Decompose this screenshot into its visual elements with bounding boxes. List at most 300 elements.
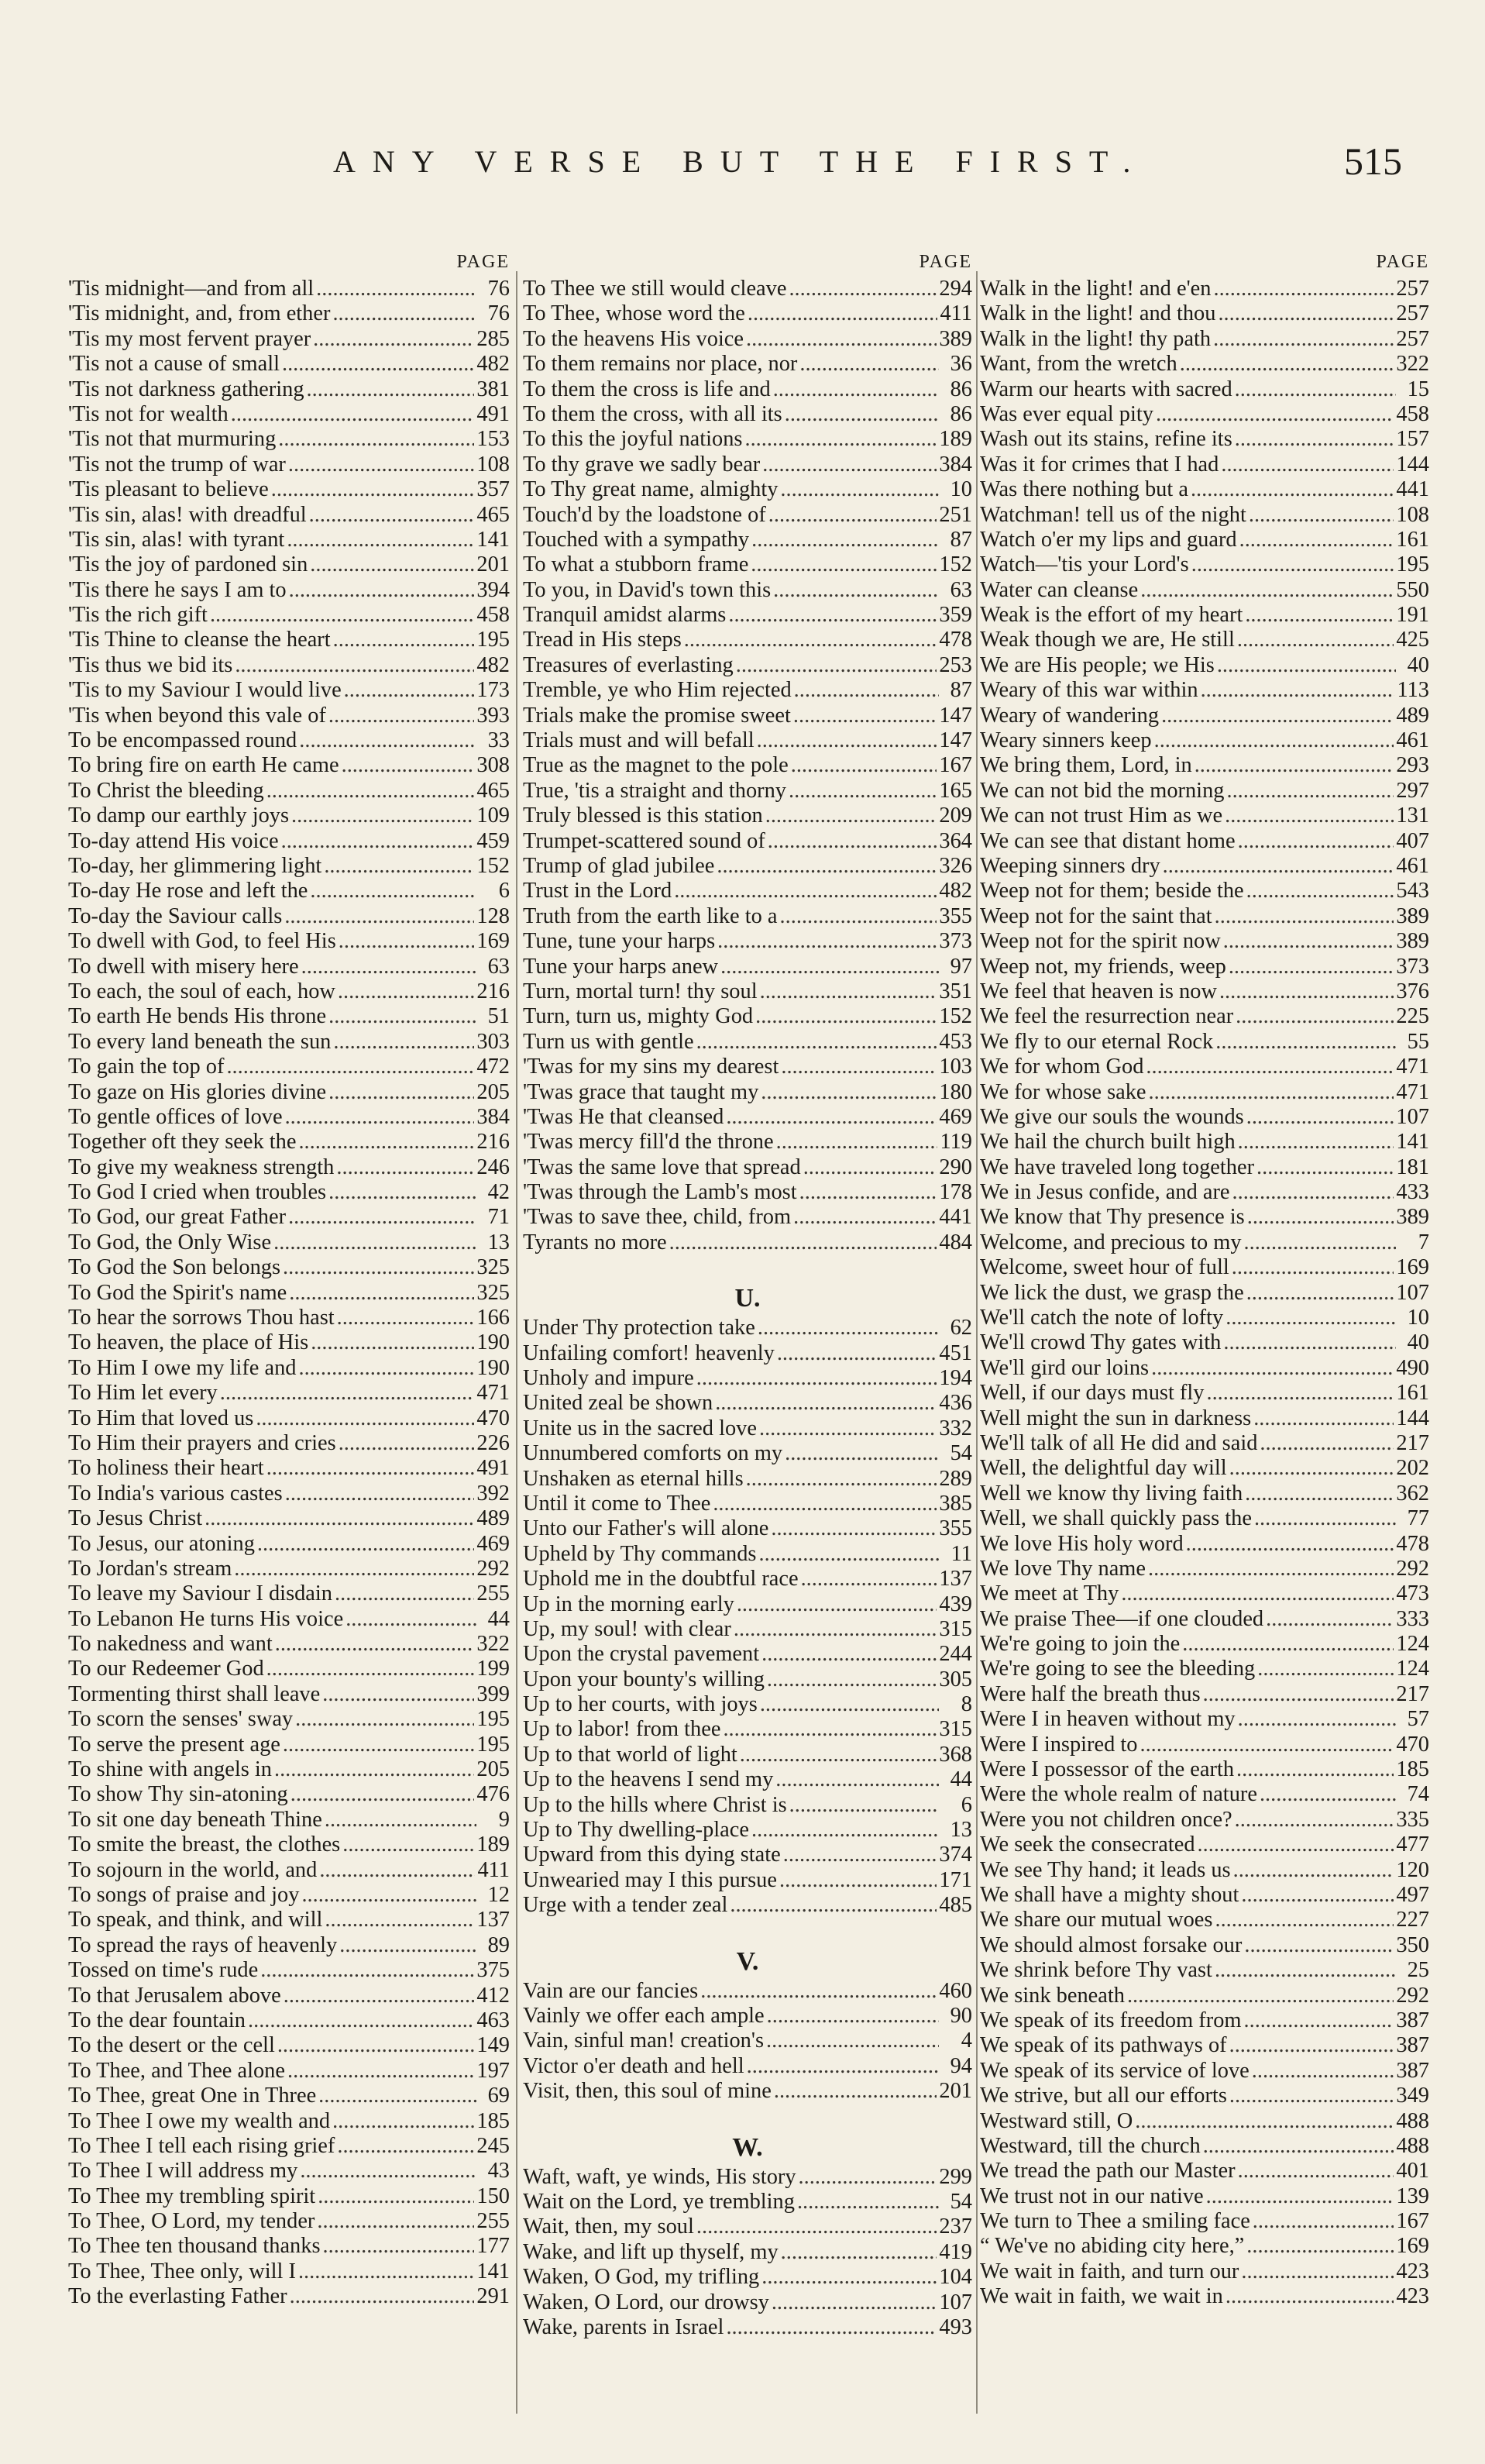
first-line-text: Warm our hearts with sacred	[980, 377, 1232, 401]
index-entry	[980, 1557, 1429, 1581]
dot-leader	[726, 2315, 937, 2340]
first-line-text: Were I in heaven without my	[980, 1707, 1236, 1732]
index-entry	[980, 1581, 1429, 1606]
dot-leader	[298, 1130, 474, 1155]
first-line-text: True, 'tis a straight and thorny	[523, 778, 786, 803]
first-line-text: Unnumbered comforts on my	[523, 1441, 783, 1466]
dot-leader	[1244, 1230, 1396, 1255]
index-entry	[523, 1893, 972, 1918]
first-line-text: Welcome, sweet hour of full	[980, 1255, 1229, 1280]
page-reference: 185	[476, 2108, 510, 2133]
dot-leader	[1182, 1632, 1394, 1657]
page-reference: 197	[476, 2058, 510, 2083]
first-line-text: Unite us in the sacred love	[523, 1416, 757, 1440]
page-reference: 246	[476, 1155, 510, 1179]
first-line-text: To God I cried when troubles	[68, 1180, 327, 1205]
first-line-text: Tread in His steps	[523, 628, 682, 652]
page-reference: 471	[476, 1381, 510, 1406]
page-reference: 285	[476, 326, 510, 351]
index-entry	[68, 1205, 510, 1230]
dot-leader	[1201, 678, 1395, 703]
dot-leader	[715, 1391, 937, 1416]
index-entry	[68, 854, 510, 879]
page-reference: 195	[476, 1707, 510, 1732]
page-reference: 15	[1407, 377, 1429, 401]
first-line-text: To our Redeemer God	[68, 1657, 264, 1681]
page-reference: 171	[939, 1867, 972, 1892]
index-entry	[68, 1883, 510, 1908]
page-reference: 289	[939, 1466, 972, 1491]
dot-leader	[342, 753, 475, 778]
page-reference: 322	[476, 1632, 510, 1657]
first-line-text: To nakedness and want	[68, 1632, 273, 1657]
index-entry	[523, 1767, 972, 1792]
page-column-label: PAGE	[1376, 252, 1429, 272]
index-entry	[980, 753, 1429, 778]
dot-leader	[284, 904, 474, 929]
page-reference: 315	[939, 1616, 972, 1641]
first-line-text: Urge with a tender zeal	[523, 1893, 728, 1918]
index-entry	[980, 552, 1429, 577]
index-entry	[68, 453, 510, 477]
index-entry	[980, 1105, 1429, 1130]
page-reference: 161	[1396, 527, 1429, 552]
first-line-text: Treasures of everlasting	[523, 652, 734, 677]
page-reference: 7	[1418, 1230, 1429, 1254]
first-line-text: To the everlasting Father	[68, 2284, 287, 2309]
page-reference: 359	[939, 603, 972, 628]
page-reference: 374	[939, 1843, 972, 1867]
dot-leader	[760, 979, 937, 1004]
index-entry	[523, 653, 972, 678]
first-line-text: 'Tis not a cause of small	[68, 352, 280, 377]
page-reference: 461	[1396, 853, 1429, 878]
index-entry	[523, 1743, 972, 1767]
dot-leader	[1238, 2159, 1394, 2184]
dot-leader	[333, 628, 475, 652]
first-line-text: To Thee, O Lord, my tender	[68, 2209, 315, 2234]
page-reference: 94	[950, 2053, 972, 2078]
first-line-text: Waft, waft, ye winds, His story	[523, 2164, 796, 2189]
index-entry	[980, 1933, 1429, 1958]
dot-leader	[1235, 1808, 1394, 1833]
dot-leader	[700, 1979, 937, 2004]
index-entry	[68, 1105, 510, 1130]
index-entry	[980, 377, 1429, 402]
index-entry	[523, 578, 972, 603]
index-entry	[980, 2059, 1429, 2084]
page-reference: 165	[939, 778, 972, 803]
section-spacer	[523, 1255, 972, 1275]
first-line-text: 'Tis pleasant to believe	[68, 477, 269, 502]
page-reference: 332	[939, 1416, 972, 1440]
first-line-text: To Thee I tell each rising grief	[68, 2133, 335, 2158]
page-reference: 107	[1396, 1104, 1429, 1129]
page-reference: 150	[476, 2184, 510, 2208]
page-reference: 385	[939, 1491, 972, 1516]
first-line-text: 'Tis my most fervent prayer	[68, 326, 311, 351]
page-reference: 357	[476, 477, 510, 502]
section-letter: W.	[732, 2132, 763, 2162]
index-entry	[68, 578, 510, 603]
index-entry	[523, 1416, 972, 1441]
first-line-text: Up in the morning early	[523, 1592, 734, 1616]
dot-leader	[793, 704, 937, 728]
dot-leader	[781, 1055, 937, 1079]
page-reference: 109	[476, 804, 510, 828]
dot-leader	[1245, 603, 1394, 628]
dot-leader	[282, 352, 474, 377]
index-entry	[980, 1055, 1429, 1079]
first-line-text: We're going to join the	[980, 1632, 1181, 1657]
first-line-text: To each, the soul of each, how	[68, 979, 335, 1003]
dot-leader	[1253, 1406, 1394, 1431]
first-line-text: To scorn the senses' sway	[68, 1707, 294, 1732]
dot-leader	[1245, 1481, 1394, 1506]
page-reference: 389	[939, 326, 972, 351]
index-entry	[68, 1381, 510, 1406]
first-line-text: We speak of its pathways of	[980, 2033, 1227, 2058]
dot-leader	[1233, 1858, 1394, 1883]
first-line-text: To serve the present age	[68, 1732, 280, 1757]
dot-leader	[746, 1467, 937, 1492]
dot-leader	[231, 402, 475, 427]
index-entry	[68, 377, 510, 402]
index-entry	[980, 628, 1429, 652]
index-entry	[523, 352, 972, 377]
dot-leader	[751, 528, 939, 552]
first-line-text: Victor o'er death and hell	[523, 2053, 744, 2078]
page-reference: 292	[476, 1556, 510, 1581]
first-line-text: Was it for crimes that I had	[980, 452, 1219, 477]
dot-leader	[277, 2033, 475, 2058]
index-entry	[68, 603, 510, 628]
page-reference: 124	[1396, 1632, 1429, 1657]
index-entry	[68, 804, 510, 828]
index-entry	[980, 1306, 1429, 1330]
first-line-text: Upheld by Thy commands	[523, 1541, 757, 1566]
page-reference: 482	[476, 352, 510, 377]
page-reference: 201	[476, 552, 510, 577]
page-reference: 128	[476, 903, 510, 928]
index-entry	[523, 2190, 972, 2215]
index-column-2	[523, 252, 972, 2414]
dot-leader	[283, 1255, 474, 1280]
index-entry	[68, 1406, 510, 1431]
first-line-text: To bring fire on earth He came	[68, 753, 339, 778]
index-entry	[980, 1481, 1429, 1506]
first-line-text: Up to labor! from thee	[523, 1717, 721, 1742]
dot-leader	[256, 1406, 474, 1431]
dot-leader	[737, 1592, 937, 1617]
first-line-text: True as the magnet to the pole	[523, 753, 789, 778]
index-entry	[523, 2029, 972, 2053]
dot-leader	[758, 1542, 939, 1567]
page-reference: 459	[476, 828, 510, 853]
dot-leader	[274, 1757, 474, 1782]
page-reference: 335	[1396, 1807, 1429, 1832]
dot-leader	[1244, 2008, 1394, 2033]
dot-leader	[1186, 1532, 1394, 1557]
first-line-text: We speak of its service of love	[980, 2058, 1250, 2083]
index-entry	[68, 552, 510, 577]
dot-leader	[313, 327, 474, 352]
index-entry	[980, 352, 1429, 377]
dot-leader	[803, 1155, 937, 1180]
first-line-text: To Thee I owe my wealth and	[68, 2108, 331, 2133]
index-entry	[523, 854, 972, 879]
index-entry	[68, 2159, 510, 2184]
dot-leader	[1215, 1958, 1396, 1983]
dot-leader	[285, 1481, 475, 1506]
dot-leader	[266, 1456, 475, 1481]
index-entry	[68, 704, 510, 728]
dot-leader	[776, 1130, 938, 1155]
first-line-text: Up to Thy dwelling-place	[523, 1818, 749, 1843]
first-line-text: Upon the crystal pavement	[523, 1642, 760, 1667]
page-reference: 355	[939, 1516, 972, 1541]
first-line-text: To Thee I will address my	[68, 2159, 298, 2184]
dot-leader	[789, 277, 937, 301]
page-reference: 227	[1396, 1908, 1429, 1932]
index-entry	[68, 1306, 510, 1330]
page-reference: 63	[487, 954, 510, 979]
dot-leader	[336, 1155, 474, 1180]
dot-leader	[1235, 377, 1396, 402]
page-reference: 463	[476, 2008, 510, 2032]
first-line-text: We hail the church built high	[980, 1130, 1236, 1155]
index-entry	[523, 1155, 972, 1180]
index-column-1	[68, 252, 510, 2414]
dot-leader	[781, 2240, 937, 2265]
first-line-text: Truth from the earth like to a	[523, 903, 778, 928]
dot-leader	[726, 1105, 937, 1130]
page-reference: 10	[950, 477, 972, 502]
first-line-text: Weep not, my friends, weep	[980, 954, 1226, 979]
index-entry	[68, 1130, 510, 1155]
index-entry	[68, 301, 510, 326]
dot-leader	[317, 2209, 474, 2234]
index-entry	[68, 1532, 510, 1557]
page-reference: 333	[1396, 1606, 1429, 1631]
dot-leader	[1218, 301, 1394, 326]
index-entry	[68, 779, 510, 804]
index-entry	[980, 503, 1429, 528]
first-line-text: To Thee, great One in Three	[68, 2084, 317, 2108]
first-line-text: To songs of praise and joy	[68, 1883, 300, 1907]
index-entry	[523, 904, 972, 929]
page-reference: 226	[476, 1430, 510, 1455]
first-line-text: To leave my Saviour I disdain	[68, 1581, 332, 1606]
first-line-text: To damp our earthly joys	[68, 804, 290, 828]
page-reference: 376	[1396, 979, 1429, 1003]
dot-leader	[1246, 879, 1394, 903]
dot-leader	[1249, 503, 1394, 528]
dot-leader	[1239, 528, 1394, 552]
page-reference: 178	[939, 1180, 972, 1205]
page-reference: 493	[939, 2314, 972, 2339]
page-reference: 470	[476, 1406, 510, 1430]
index-entry	[980, 1532, 1429, 1557]
index-entry	[523, 979, 972, 1004]
dot-leader	[1195, 753, 1394, 778]
first-line-text: 'Tis midnight, and, from ether	[68, 301, 331, 326]
dot-leader	[768, 503, 937, 528]
index-entry	[68, 327, 510, 352]
dot-leader	[332, 2109, 474, 2134]
first-line-text: Uphold me in the doubtful race	[523, 1567, 799, 1592]
first-line-text: To gentle offices of love	[68, 1104, 283, 1129]
first-line-text: Were you not children once?	[980, 1807, 1232, 1832]
first-line-text: To gain the top of	[68, 1055, 225, 1079]
first-line-text: To Jesus, our atoning	[68, 1531, 255, 1556]
first-line-text: Tyrants no more	[523, 1230, 667, 1254]
page-reference: 141	[1396, 1130, 1429, 1155]
first-line-text: United zeal be shown	[523, 1391, 713, 1416]
first-line-text: To Thee, whose word the	[523, 301, 745, 326]
dot-leader	[1206, 1381, 1394, 1406]
index-entry	[68, 477, 510, 502]
index-entry	[68, 1180, 510, 1205]
index-entry	[523, 1692, 972, 1717]
dot-leader	[338, 979, 475, 1004]
first-line-text: Tune, tune your harps	[523, 929, 716, 954]
index-entry	[68, 728, 510, 753]
index-entry	[68, 653, 510, 678]
index-entry	[980, 453, 1429, 477]
index-entry	[523, 1492, 972, 1516]
page-reference: 152	[476, 853, 510, 878]
page-reference: 141	[476, 527, 510, 552]
dot-leader	[789, 1793, 939, 1818]
first-line-text: Wake, and lift up thyself, my	[523, 2239, 779, 2264]
first-line-text: We wait in faith, and turn our	[980, 2259, 1239, 2283]
page-reference: 76	[487, 301, 510, 326]
dot-leader	[310, 879, 476, 903]
index-entry	[980, 477, 1429, 502]
page-reference: 113	[1397, 678, 1429, 703]
first-line-text: We sink beneath	[980, 1983, 1125, 2008]
index-entry	[980, 1506, 1429, 1531]
dot-leader	[758, 1316, 939, 1340]
page-reference: 251	[939, 502, 972, 527]
first-line-text: Vain, sinful man! creation's	[523, 2029, 765, 2053]
dot-leader	[281, 829, 475, 854]
page-reference: 412	[476, 1983, 510, 2008]
index-entry	[523, 301, 972, 326]
index-entry	[523, 1366, 972, 1391]
index-entry	[980, 1657, 1429, 1681]
page-reference: 322	[1396, 352, 1429, 377]
page-reference: 453	[939, 1029, 972, 1054]
page-reference: 87	[950, 527, 972, 552]
index-entry	[523, 1441, 972, 1466]
index-entry	[523, 1391, 972, 1416]
first-line-text: 'Twas He that cleansed	[523, 1104, 724, 1129]
dot-leader	[344, 678, 475, 703]
page-reference: 144	[1396, 1406, 1429, 1430]
page-reference: 97	[950, 954, 972, 979]
dot-leader	[761, 1080, 937, 1105]
dot-leader	[288, 1205, 476, 1230]
page-reference: 387	[1396, 2058, 1429, 2083]
first-line-text: 'Tis sin, alas! with tyrant	[68, 527, 285, 552]
dot-leader	[1246, 1281, 1394, 1306]
page-reference: 205	[476, 1757, 510, 1782]
index-entry	[68, 1080, 510, 1105]
page-reference: 201	[939, 2079, 972, 2104]
index-entry	[980, 1255, 1429, 1280]
page-reference: 469	[939, 1104, 972, 1129]
dot-leader	[759, 1416, 937, 1441]
page-reference: 373	[939, 929, 972, 954]
first-line-text: Trust in the Lord	[523, 879, 672, 903]
index-entry	[523, 1230, 972, 1255]
page-reference: 103	[939, 1055, 972, 1079]
dot-leader	[1244, 1933, 1394, 1958]
page-reference: 6	[498, 879, 510, 903]
first-line-text: To earth He bends His throne	[68, 1004, 327, 1029]
first-line-text: To what a stubborn frame	[523, 552, 749, 577]
first-line-text: To Him I owe my life and	[68, 1355, 297, 1380]
page-reference: 292	[1396, 1556, 1429, 1581]
index-entry	[980, 1281, 1429, 1306]
dot-leader	[1256, 1155, 1394, 1180]
index-entry	[68, 955, 510, 979]
first-line-text: We meet at Thy	[980, 1581, 1119, 1606]
dot-leader	[295, 1707, 474, 1732]
dot-leader	[1229, 2033, 1394, 2058]
index-entry	[523, 1467, 972, 1492]
page-reference: 190	[476, 1330, 510, 1355]
page-reference: 291	[476, 2284, 510, 2309]
page-reference: 225	[1396, 1004, 1429, 1029]
first-line-text: Trump of glad jubilee	[523, 853, 715, 878]
page-reference: 326	[939, 853, 972, 878]
index-entry	[980, 1808, 1429, 1833]
index-entry	[980, 2033, 1429, 2058]
page-reference: 90	[950, 2004, 972, 2028]
dot-leader	[299, 728, 476, 753]
index-entry	[523, 2315, 972, 2340]
index-entry	[68, 678, 510, 703]
index-entry	[980, 804, 1429, 828]
first-line-text: To sit one day beneath Thine	[68, 1807, 322, 1832]
dot-leader	[324, 854, 474, 879]
page-reference: 209	[939, 804, 972, 828]
page-reference: 392	[476, 1481, 510, 1506]
page-reference: 441	[1396, 477, 1429, 502]
dot-leader	[755, 1004, 937, 1029]
page-reference: 393	[476, 703, 510, 728]
page-reference: 40	[1407, 1330, 1429, 1355]
first-line-text: 'Twas the same love that spread	[523, 1155, 801, 1179]
page-reference: 441	[939, 1205, 972, 1230]
index-column-3	[980, 252, 1429, 2414]
dot-leader	[1266, 1607, 1394, 1632]
index-entry	[523, 1818, 972, 1843]
index-entry	[980, 1456, 1429, 1481]
page-reference: 460	[939, 1978, 972, 2003]
first-line-text: Walk in the light! thy path	[980, 326, 1212, 351]
dot-leader	[723, 1717, 937, 1742]
page-reference: 217	[1396, 1430, 1429, 1455]
page-reference: 71	[487, 1205, 510, 1230]
page-reference: 189	[939, 427, 972, 452]
dot-leader	[793, 1205, 937, 1230]
page-reference: 177	[476, 2234, 510, 2259]
index-entry	[523, 929, 972, 954]
